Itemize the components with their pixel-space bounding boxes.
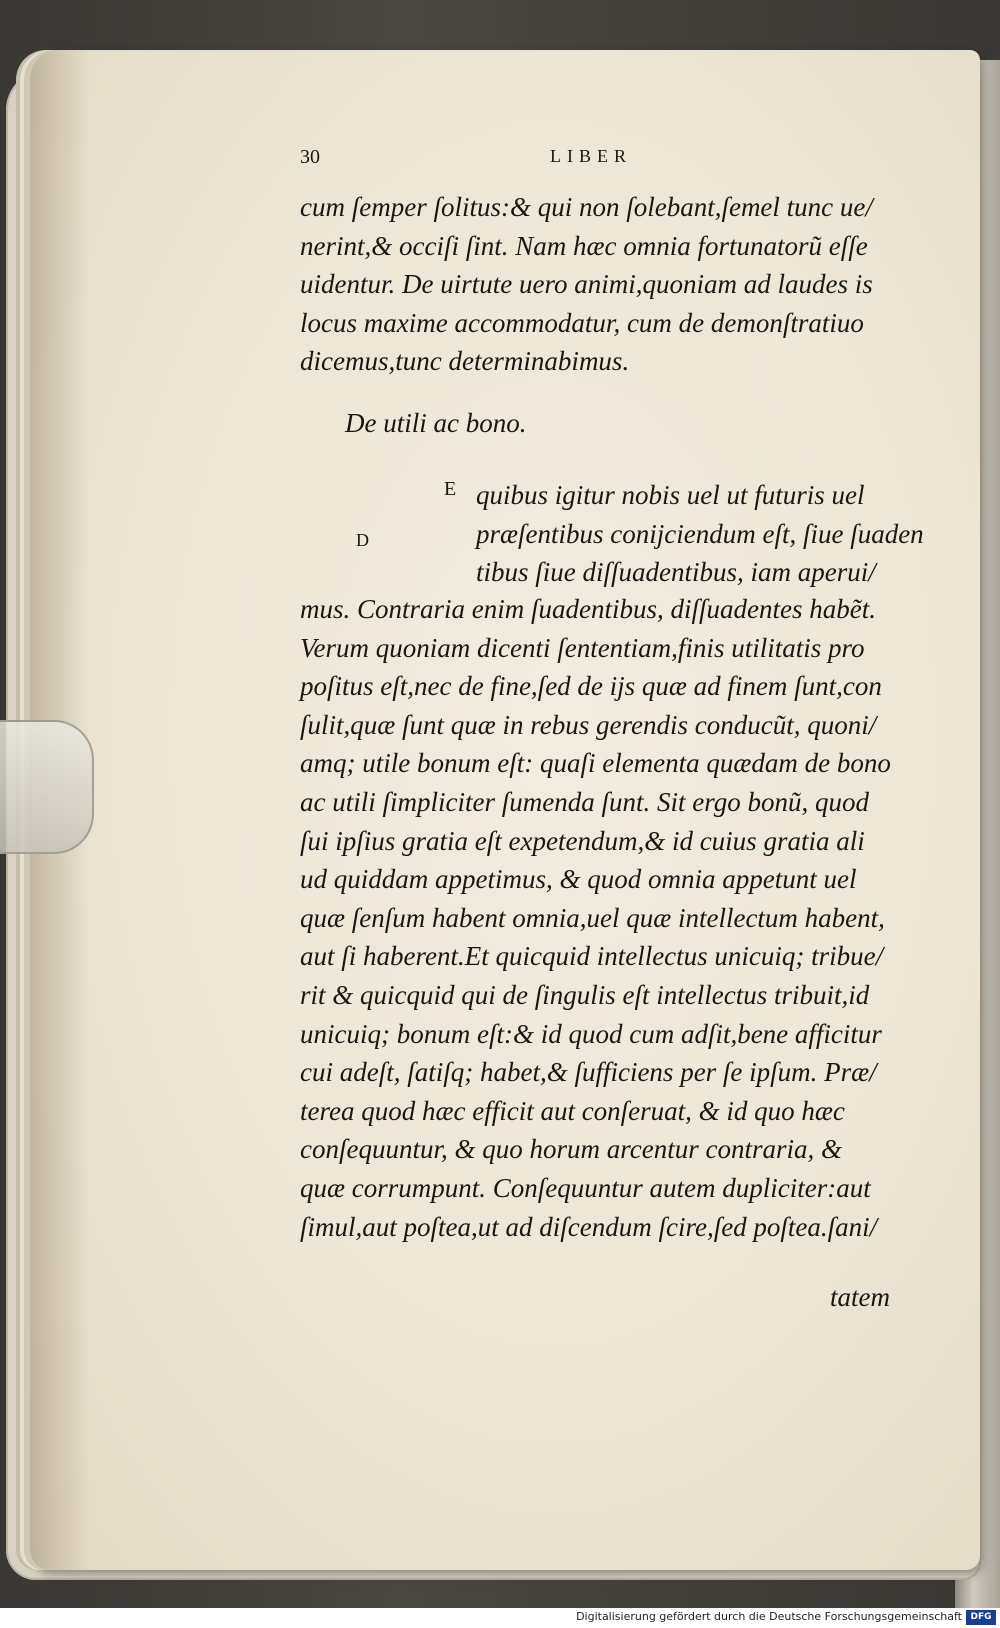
guide-letter-e: E xyxy=(444,478,457,500)
text-line: poſitus eſt,nec de fine,ſed de ijs quæ ad finem ſunt,con xyxy=(300,671,882,702)
text-line: terea quod hæc efficit aut conſeruat, & id quo hæc xyxy=(300,1095,845,1126)
dfg-logo-icon: DFG xyxy=(966,1610,996,1625)
text-line: quæ corrumpunt. Conſequuntur autem dupliciter:aut xyxy=(300,1172,871,1203)
text-line: Verum quoniam dicenti ſententiam,finis utilitatis pro xyxy=(300,632,865,663)
text-line: ac utili ſimpliciter ſumenda ſunt. Sit ergo bonũ, quod xyxy=(300,786,869,817)
text-line: locus maxime accommodatur, cum de demonſtratiuo xyxy=(300,307,864,338)
text-line: cum ſemper ſolitus:& qui non ſolebant,ſemel tunc ue/ xyxy=(300,192,873,222)
body-text-top xyxy=(300,188,940,381)
text-line: præſentibus conijciendum eſt, ſiue ſuaden xyxy=(476,518,924,549)
text-line: ſui ipſius gratia eſt expetendum,& id cuius gratia ali xyxy=(300,825,865,856)
body-text-main xyxy=(300,590,891,1246)
text-line: tibus ſiue diſſuadentibus, iam aperui/ xyxy=(476,557,876,588)
text-line: uidentur. De uirtute uero animi,quoniam ad laudes is xyxy=(300,269,873,300)
text-line: rit & quicquid qui de ſingulis eſt intellectus tribuit,id xyxy=(300,979,870,1010)
page-clamp xyxy=(0,720,94,854)
text-line: dicemus,tunc determinabimus. xyxy=(300,346,630,377)
text-line: unicuiq; bonum eſt:& id quod cum adſit,bene afficitur xyxy=(300,1018,882,1049)
text-line: nerint,& occiſi ſint. Nam hæc omnia fortunatorũ eſſe xyxy=(300,230,868,261)
folio-number: 30 xyxy=(300,146,320,168)
text-line: ud quiddam appetimus, & quod omnia appetunt uel xyxy=(300,864,857,895)
running-head: LIBER xyxy=(550,146,632,166)
indented-text-block xyxy=(476,476,924,592)
section-heading: De utili ac bono. xyxy=(345,408,527,438)
text-line: ſimul,aut poſtea,ut ad diſcendum ſcire,ſed poſtea.ſani/ xyxy=(300,1211,878,1242)
guide-letter-d: D xyxy=(356,530,369,550)
text-line: ſulit,quæ ſunt quæ in rebus gerendis conducũt, quoni/ xyxy=(300,709,877,740)
text-line: aut ſi haberent.Et quicquid intellectus unicuiq; tribue/ xyxy=(300,941,884,972)
text-line: quæ ſenſum habent omnia,uel quæ intellectum habent, xyxy=(300,902,885,933)
text-line: conſequuntur, & quo horum arcentur contraria, & xyxy=(300,1134,842,1165)
text-line: quibus igitur nobis uel ut futuris uel xyxy=(476,480,865,510)
catchword: tatem xyxy=(830,1282,890,1312)
page-header xyxy=(300,146,920,176)
text-line: cui adeſt, ſatiſq; habet,& ſufficiens per ſe ipſum. Præ/ xyxy=(300,1057,877,1088)
digitization-credit: Digitalisierung gefördert durch die Deutsche Forschungsgemeinschaft xyxy=(576,1610,962,1623)
text-line: amq; utile bonum eſt: quaſi elementa quædam de bono xyxy=(300,748,891,779)
text-line: mus. Contraria enim ſuadentibus, diſſuadentes habẽt. xyxy=(300,594,876,624)
